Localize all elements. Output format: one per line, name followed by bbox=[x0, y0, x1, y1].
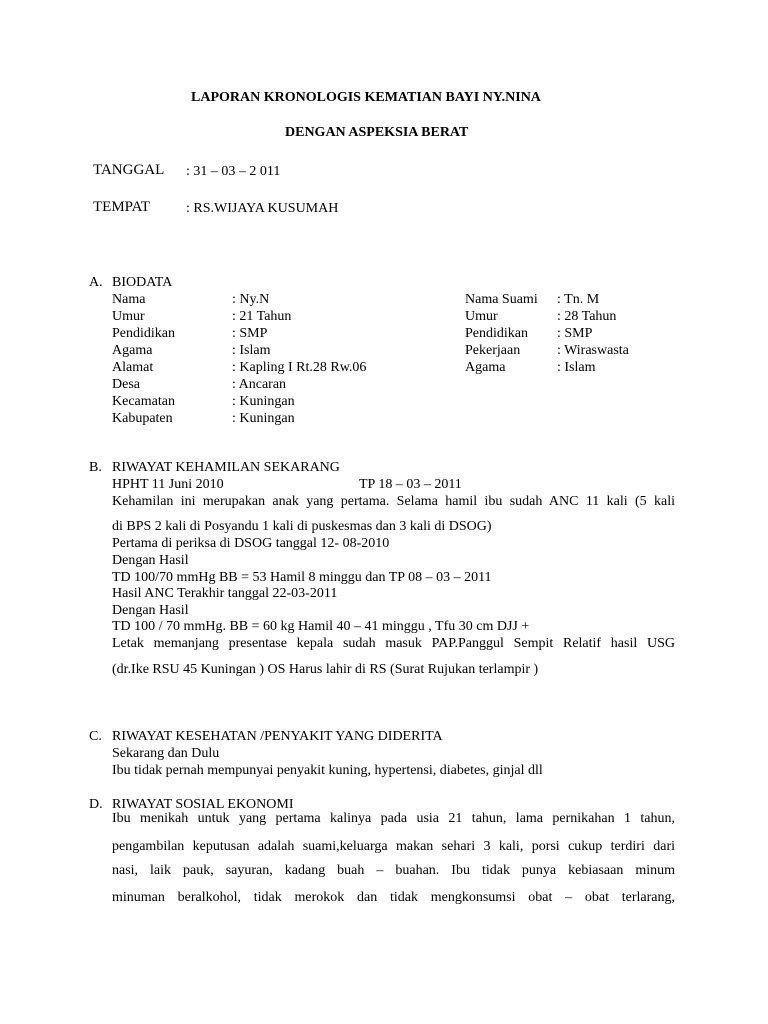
paragraph-line: Ibu menikah untuk yang pertama kalinya pada usia 21 tahun, lama pernikahan 1 tahun, bbox=[112, 811, 675, 826]
paragraph-line: Sekarang dan Dulu bbox=[112, 746, 220, 761]
tp-text: TP 18 – 03 – 2011 bbox=[359, 477, 462, 492]
biodata-value: : Kuningan bbox=[232, 411, 295, 426]
biodata-label: Kecamatan bbox=[112, 394, 175, 409]
section-a-heading: BIODATA bbox=[112, 275, 173, 290]
biodata-label: Alamat bbox=[112, 360, 154, 375]
tanggal-label: TANGGAL bbox=[93, 162, 165, 178]
section-b-marker: B. bbox=[89, 460, 102, 475]
biodata-label: Pendidikan bbox=[465, 326, 528, 341]
paragraph-line: minuman beralkohol, tidak merokok dan tidak mengkonsumsi obat – obat terlarang, bbox=[112, 890, 675, 905]
paragraph-line: TD 100 / 70 mmHg. BB = 60 kg Hamil 40 – 41 minggu , Tfu 30 cm DJJ + bbox=[112, 619, 530, 634]
paragraph-line: Pertama di periksa di DSOG tanggal 12- 08-2010 bbox=[112, 536, 390, 551]
biodata-value: : SMP bbox=[557, 326, 593, 341]
biodata-value: : Islam bbox=[232, 343, 271, 358]
document-title: LAPORAN KRONOLOGIS KEMATIAN BAYI NY.NINA bbox=[191, 90, 541, 105]
biodata-value: : Kuningan bbox=[232, 394, 295, 409]
biodata-label: Nama Suami bbox=[465, 292, 538, 307]
section-c-heading: RIWAYAT KESEHATAN /PENYAKIT YANG DIDERITA bbox=[112, 729, 443, 744]
tempat-label: TEMPAT bbox=[93, 199, 150, 215]
biodata-label: Nama bbox=[112, 292, 146, 307]
biodata-value: : Kapling I Rt.28 Rw.06 bbox=[232, 360, 367, 375]
document-subtitle: DENGAN ASPEKSIA BERAT bbox=[285, 125, 469, 140]
paragraph-line: pengambilan keputusan adalah suami,keluarga makan sehari 3 kali, porsi cukup terdiri dari bbox=[112, 839, 675, 854]
section-d-heading: RIWAYAT SOSIAL EKONOMI bbox=[112, 797, 294, 812]
section-b-heading: RIWAYAT KEHAMILAN SEKARANG bbox=[112, 460, 340, 475]
biodata-label: Pekerjaan bbox=[465, 343, 521, 358]
biodata-value: : Islam bbox=[557, 360, 596, 375]
biodata-value: : Ny.N bbox=[232, 292, 270, 307]
paragraph-line: TD 100/70 mmHg BB = 53 Hamil 8 minggu dan TP 08 – 03 – 2011 bbox=[112, 570, 492, 585]
paragraph-line: Dengan Hasil bbox=[112, 603, 189, 618]
biodata-value: : Wiraswasta bbox=[557, 343, 629, 358]
biodata-label: Pendidikan bbox=[112, 326, 175, 341]
biodata-value: : Tn. M bbox=[557, 292, 600, 307]
paragraph-line: Kehamilan ini merupakan anak yang pertama. Selama hamil ibu sudah ANC 11 kali (5 kali bbox=[112, 494, 675, 509]
biodata-label: Umur bbox=[112, 309, 145, 324]
section-c-marker: C. bbox=[89, 729, 102, 744]
biodata-value: : Ancaran bbox=[232, 377, 287, 392]
biodata-label: Desa bbox=[112, 377, 140, 392]
biodata-value: : 21 Tahun bbox=[232, 309, 292, 324]
paragraph-line: Hasil ANC Terakhir tanggal 22-03-2011 bbox=[112, 586, 338, 601]
paragraph-line: Ibu tidak pernah mempunyai penyakit kuning, hypertensi, diabetes, ginjal dll bbox=[112, 763, 543, 778]
tanggal-value: : 31 – 03 – 2 011 bbox=[186, 164, 281, 179]
biodata-label: Umur bbox=[465, 309, 498, 324]
biodata-label: Agama bbox=[465, 360, 506, 375]
paragraph-line: nasi, laik pauk, sayuran, kadang buah – buahan. Ibu tidak punya kebiasaan minum bbox=[112, 863, 675, 878]
section-d-marker: D. bbox=[89, 797, 103, 812]
section-a-marker: A. bbox=[89, 275, 103, 290]
biodata-label: Kabupaten bbox=[112, 411, 173, 426]
biodata-label: Agama bbox=[112, 343, 153, 358]
hpht-text: HPHT 11 Juni 2010 bbox=[112, 477, 224, 492]
paragraph-line: (dr.Ike RSU 45 Kuningan ) OS Harus lahir di RS (Surat Rujukan terlampir ) bbox=[112, 662, 539, 677]
paragraph-line: Letak memanjang presentase kepala sudah masuk PAP.Panggul Sempit Relatif hasil USG bbox=[112, 636, 675, 651]
biodata-value: : 28 Tahun bbox=[557, 309, 617, 324]
biodata-value: : SMP bbox=[232, 326, 268, 341]
tempat-value: : RS.WIJAYA KUSUMAH bbox=[186, 201, 339, 216]
paragraph-line: Dengan Hasil bbox=[112, 553, 189, 568]
paragraph-line: di BPS 2 kali di Posyandu 1 kali di puskesmas dan 3 kali di DSOG) bbox=[112, 519, 492, 534]
